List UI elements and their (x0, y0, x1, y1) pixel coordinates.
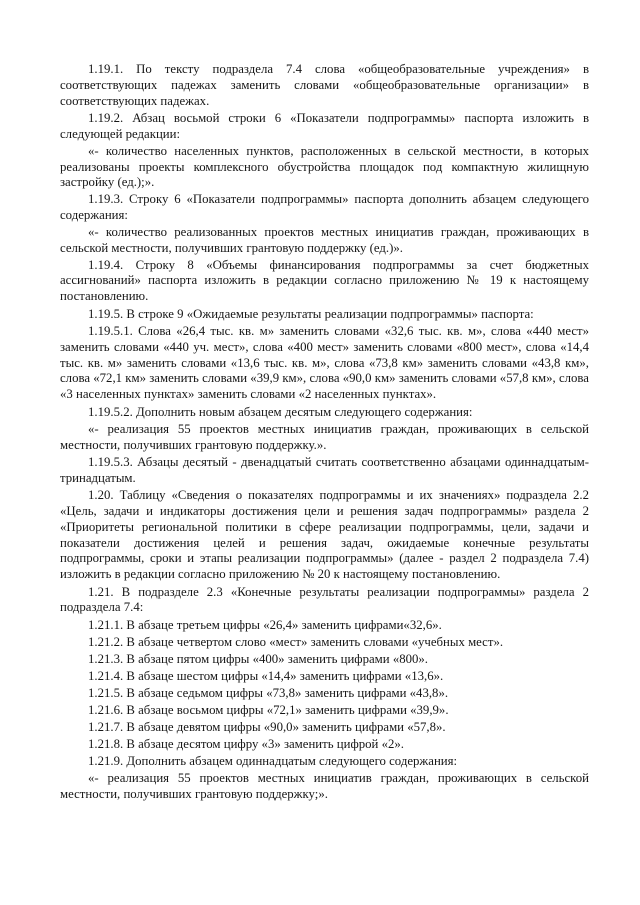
paragraph-1-21-5: 1.21.5. В абзаце седьмом цифры «73,8» заменить цифрами «43,8». (88, 685, 449, 700)
paragraph-1-19-1: 1.19.1. По тексту подраздела 7.4 слова «общеобразовательные учреждения» в соответствующих падежах заменить словами «общеобразовательные организации» в соответствующих падежах. (60, 62, 589, 108)
paragraph-1-19-2: 1.19.2. Абзац восьмой строки 6 «Показатели подпрограммы» паспорта изложить в следующей редакции: (60, 110, 589, 141)
paragraph-1-19-4: 1.19.4. Строку 8 «Объемы финансирования подпрограммы за счет бюджетных ассигнований» паспорта изложить в редакции согласно приложению № 19 к настоящему постановлению. (60, 257, 589, 304)
paragraph-1-21-7: 1.21.7. В абзаце девятом цифры «90,0» заменить цифрами «57,8». (88, 719, 446, 734)
paragraph-1-19-3: 1.19.3. Строку 6 «Показатели подпрограммы» паспорта дополнить абзацем следующего содержания: (60, 191, 589, 222)
paragraph-1-19-5: 1.19.5. В строке 9 «Ожидаемые результаты реализации подпрограммы» паспорта: (88, 306, 534, 321)
quoted-projects-indicator: «- количество реализованных проектов местных инициатив граждан, проживающих в сельской местности, получивших грантовую поддержку (ед.)». (60, 225, 589, 255)
paragraph-1-21: 1.21. В подразделе 2.3 «Конечные результаты реализации подпрограммы» раздела 2 подраздела 7.4: (60, 584, 589, 615)
paragraph-1-19-5-3: 1.19.5.3. Абзацы десятый - двенадцатый считать соответственно абзацами одиннадцатым-тринадцатым. (60, 455, 589, 485)
paragraph-1-21-8: 1.21.8. В абзаце десятом цифру «3» заменить цифрой «2». (88, 736, 405, 751)
paragraph-1-19-5-2: 1.19.5.2. Дополнить новым абзацем десятым следующего содержания: (88, 404, 473, 419)
paragraph-1-21-2: 1.21.2. В абзаце четвертом слово «мест» заменить словами «учебных мест». (88, 634, 504, 649)
paragraph-1-21-6: 1.21.6. В абзаце восьмом цифры «72,1» заменить цифрами «39,9». (88, 702, 449, 717)
quoted-projects-final: «- реализация 55 проектов местных инициатив граждан, проживающих в сельской местности, получивших грантовую поддержку;». (60, 770, 589, 801)
paragraph-1-19-5-1: 1.19.5.1. Слова «26,4 тыс. кв. м» заменить словами «32,6 тыс. кв. м», слова «440 мест» заменить словами «440 уч. мест», слова «400 мест» заменить словами «800 мест», слова «14,4 тыс. кв. м» заменить словами «13,6 тыс. кв. м», слова «73,8 км» заменить словами «43,8 км», слова «72,1 км» заменить словами «39,9 км», слова «90,0 км» заменить словами «57,8 км», слова «3 населенных пунктах» заменить словами «2 населенных пунктах». (60, 323, 589, 402)
quoted-indicator-text: «- количество населенных пунктов, расположенных в сельской местности, в которых реализованы проекты комплексного обустройства площадок под компактную жилищную застройку (ед.);». (60, 144, 589, 189)
paragraph-1-21-1: 1.21.1. В абзаце третьем цифры «26,4» заменить цифрами«32,6». (88, 617, 442, 632)
paragraph-1-20: 1.20. Таблицу «Сведения о показателях подпрограммы и их значениях» подраздела 2.2 «Цель, задачи и индикаторы достижения цели и решения задач подпрограммы» раздела 2 «Приоритеты региональной политики в сфере реализации подпрограммы, цели, задачи и показатели достижения целей и решения задач, ожидаемые конечные результаты подпрограммы, сроки и этапы реализации подпрограммы» (далее - раздел 2 подраздела 7.4) изложить в редакции согласно приложению № 20 к настоящему постановлению. (60, 488, 589, 582)
paragraph-1-21-4: 1.21.4. В абзаце шестом цифры «14,4» заменить цифрами «13,6». (88, 668, 444, 683)
paragraph-1-21-9: 1.21.9. Дополнить абзацем одиннадцатым следующего содержания: (88, 753, 458, 768)
paragraph-1-21-3: 1.21.3. В абзаце пятом цифры «400» заменить цифрами «800». (88, 651, 429, 666)
quoted-projects-result: «- реализация 55 проектов местных инициатив граждан, проживающих в сельской местности, получивших грантовую поддержку.». (60, 421, 589, 452)
